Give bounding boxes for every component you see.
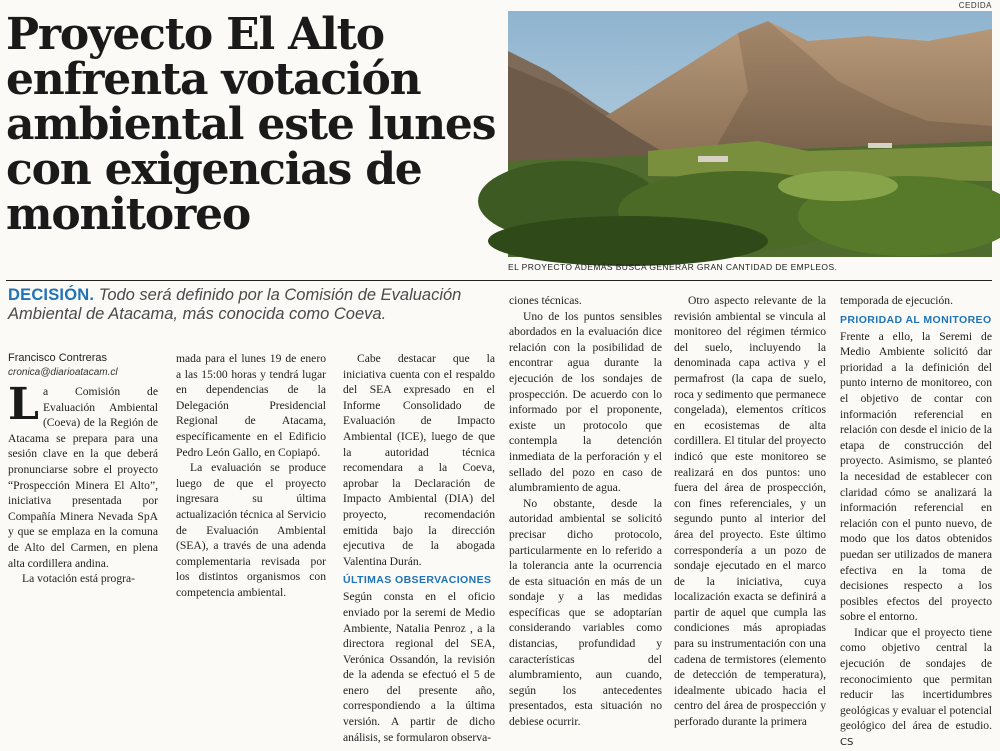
article-photo xyxy=(508,11,992,257)
subhead-prioridad-al-monitoreo: PRIORIDAD AL MONITOREO xyxy=(840,313,992,326)
photo-caption: EL PROYECTO ADEMÁS BUSCA GENERAR GRAN CANTIDAD DE EMPLEOS. xyxy=(508,262,838,272)
column-6 xyxy=(840,293,992,751)
paragraph: mada para el lunes 19 de enero a las 15:00 horas y tendrá lugar en dependencias de la Delegación Presidencial Regional de Atacama, específicamente en el Edificio Pedro León Gallo, en Copiapó. xyxy=(176,352,326,459)
paragraph: La votación está progra- xyxy=(22,572,135,586)
column-2 xyxy=(176,351,326,601)
end-mark: CS xyxy=(840,737,854,749)
column-5 xyxy=(674,293,826,730)
headline: Proyecto El Alto enfrenta votación ambiental este lunes con exigencias de monitoreo xyxy=(6,9,496,240)
deck xyxy=(8,286,508,324)
author-email[interactable]: cronica@diarioatacam.cl xyxy=(8,367,118,378)
column-1 xyxy=(8,379,158,587)
column-3 xyxy=(343,351,495,745)
subhead-ultimas-observaciones: ÚLTIMAS OBSERVACIONES xyxy=(343,574,492,587)
paragraph: Uno de los puntos sensibles abordados en la evaluación dice relación con la posibilidad de encontrar agua durante la ejecución de los sondajes de prospección. De acuerdo con lo informado por el proponente, existe un protocolo que contempla la detención inmediata de la perforación y el sellado del pozo en caso de alumbramiento de agua. xyxy=(509,309,662,495)
column-4 xyxy=(509,293,662,730)
dropcap: L xyxy=(8,379,39,430)
byline xyxy=(8,351,158,380)
paragraph: La Comisión de Evaluación Ambiental (Coeva) de la Región de Atacama se prepara para una sesión clave en la que deberá pronunciarse sobre el proyecto “Prospección Minera El Alto”, iniciativa presentada por Compañía Minera Nevada SpA y que se emplaza en la comuna de Alto del Carmen, en plena alta cordillera andina. xyxy=(8,379,158,570)
paragraph: Según consta en el oficio enviado por la seremi de Medio Ambiente, Natalia Penroz , a la directora regional del SEA, Verónica Ossandón, la revisión de la adenda se efectuó el 5 de enero del presente año, correspondiendo a la última versión. A partir de dicho análisis, se formularon observa- xyxy=(343,590,495,744)
paragraph: ciones técnicas. xyxy=(509,294,582,307)
photo-credit: CEDIDA xyxy=(958,1,992,10)
deck-kicker: DECISIÓN. xyxy=(8,286,95,304)
author-name: Francisco Contreras xyxy=(8,352,108,364)
deck-text: Todo será definido por la Comisión de Evaluación Ambiental de Atacama, más conocida como Coeva. xyxy=(8,286,462,323)
paragraph: Otro aspecto relevante de la revisión ambiental se vincula al monitoreo del régimen térmico del suelo, incluyendo la denominada capa activa y el permafrost (la capa de suelo, roca y sedimento que permanece congelada), elementos críticos en ecosistemas de alta cordillera. El titular del proyecto indicó que este monitoreo se realizará en dos puntos: uno fuera del área de prospección, con fines referenciales, y un segundo punto al interior del área del proyecto. Este último correspondería a un pozo de sondaje ejecutado en el marco de la iniciativa, cuya localización exacta se definirá a partir de aquel que cumpla las condiciones más apropiadas para su instrumentación con una cadena de termistores (elemento de detección de temperatura), idealmente ubicado hacia el centro del área de prospección y perforado durante la primera xyxy=(674,294,826,729)
paragraph: Indicar que el proyecto tiene como objetivo central la ejecución de sondajes de reconocimiento que permitan reducir las incertidumbres geológicas y evaluar el potencial geológico del área de estudio. CS xyxy=(840,625,992,749)
divider xyxy=(6,280,992,281)
paragraph: La evaluación se produce luego de que el proyecto ingresara su última actualización técnica al Servicio de Evaluación Ambiental (SEA), a través de una adenda complementaria revisada por los distintos organismos con competencia ambiental. xyxy=(176,461,326,599)
paragraph: Frente a ello, la Seremi de Medio Ambiente solicitó dar prioridad a la definición del punto interno de monitoreo, con el objetivo de contar con información referencial en relación con desde el inicio de la etapa de construcción del proyecto. Asimismo, se planteó la necesidad de establecer con claridad cómo se analizará la información referencial en relación con el punto nuevo, de modo que los datos obtenidos puedan ser utilizados de manera efectiva en la toma de decisiones respecto a los posibles efectos del proyecto sobre el entorno. xyxy=(840,329,992,624)
paragraph: Cabe destacar que la iniciativa cuenta con el respaldo del SEA expresado en el Informe Consolidado de Evaluación de Impacto Ambiental (ICE), luego de que la autoridad técnica recomendara a la Coeva, aprobar la Declaración de Impacto Ambiental (DIA) del proyecto, recomendación emitida bajo la dirección ejecutiva de la abogada Valentina Durán. xyxy=(343,352,495,568)
paragraph: No obstante, desde la autoridad ambiental se solicitó precisar dicho protocolo, particularmente en lo referido a la tolerancia ante la ocurrencia de esta situación en más de un sondaje y a las medidas específicas que se adoptarían considerando variables como distancias, profundidad y características del alumbramiento, aun cuando, según los antecedentes presentados, esta situación no debiese ocurrir. xyxy=(509,496,662,729)
paragraph: temporada de ejecución. xyxy=(840,294,953,307)
